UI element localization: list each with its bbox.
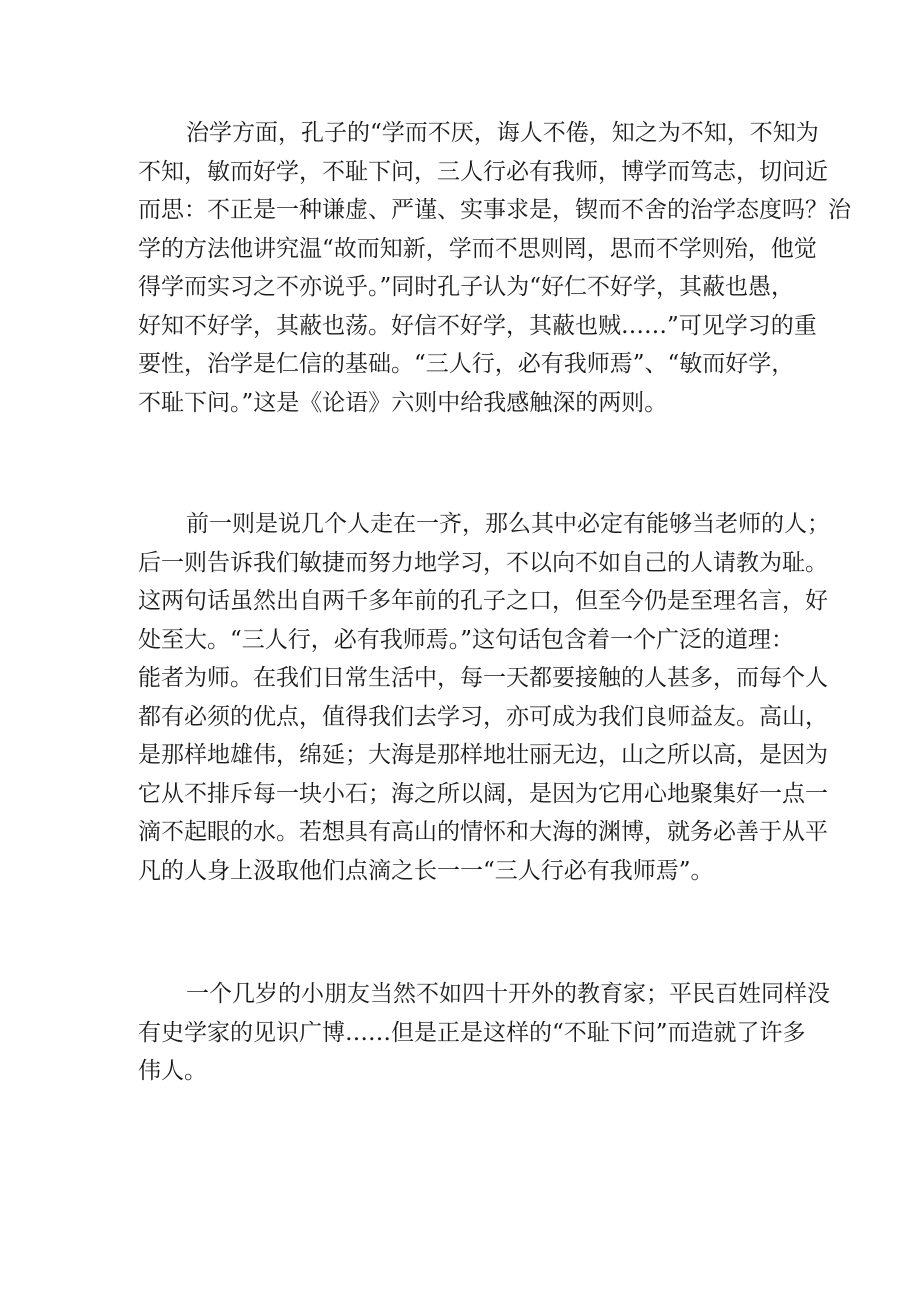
- text-line: 得学而实习之不亦说乎。”同时孔子认为“好仁不好学，其蔽也愚，: [138, 274, 795, 300]
- text-line: 是那样地雄伟，绵延；大海是那样地壮丽无边，山之所以高，是因为: [138, 742, 828, 768]
- text-line: 治学方面，孔子的“学而不厌，诲人不倦，知之为不知，不知为: [186, 120, 819, 146]
- text-line: 要性，治学是仁信的基础。“三人行，必有我师焉”、“敏而好学，: [138, 351, 795, 377]
- text-line: 好知不好学，其蔽也荡。好信不好学，其蔽也贼……”可见学习的重: [138, 312, 817, 339]
- text-line: 不耻下问。”这是《论语》六则中给我感触深的两则。: [138, 389, 668, 416]
- text-line: 能者为师。在我们日常生活中，每一天都要接触的人甚多，而每个人: [138, 665, 828, 691]
- text-line: 这两句话虽然出自两千多年前的孔子之口，但至今仍是至理名言，好: [138, 588, 828, 614]
- text-line: 而思：不正是一种谦虚、严谨、实事求是，锲而不舍的治学态度吗？治: [138, 197, 851, 223]
- text-line: 不知，敏而好学，不耻下问，三人行必有我师，博学而笃志，切问近: [138, 158, 828, 185]
- text-line: 伟人。: [138, 1058, 207, 1084]
- text-line: 都有必须的优点，值得我们去学习，亦可成为我们良师益友。高山，: [138, 703, 828, 730]
- paragraph-humble-learning: [138, 975, 830, 1091]
- paragraph-three-people: [138, 505, 830, 890]
- text-line: 有史学家的见识广博……但是正是这样的“不耻下问”而造就了许多: [138, 1019, 806, 1046]
- paragraph-confucius-study: [138, 114, 851, 422]
- text-line: 一个几岁的小朋友当然不如四十开外的教育家；平民百姓同样没: [186, 981, 830, 1007]
- text-line: 后一则告诉我们敏捷而努力地学习，不以向不如自己的人请教为耻。: [138, 549, 828, 576]
- text-line: 处至大。“三人行，必有我师焉。”这句话包含着一个广泛的道理：: [138, 626, 795, 653]
- text-line: 前一则是说几个人走在一齐，那么其中必定有能够当老师的人；: [186, 511, 830, 537]
- text-line: 滴不起眼的水。若想具有高山的情怀和大海的渊博，就务必善于从平: [138, 819, 828, 845]
- text-line: 它从不排斥每一块小石；海之所以阔，是因为它用心地聚集好一点一: [138, 780, 828, 807]
- text-line: 学的方法他讲究温“故而知新，学而不思则罔，思而不学则殆，他觉: [138, 235, 817, 262]
- text-line: 凡的人身上汲取他们点滴之长一一“三人行必有我师焉”。: [138, 857, 714, 884]
